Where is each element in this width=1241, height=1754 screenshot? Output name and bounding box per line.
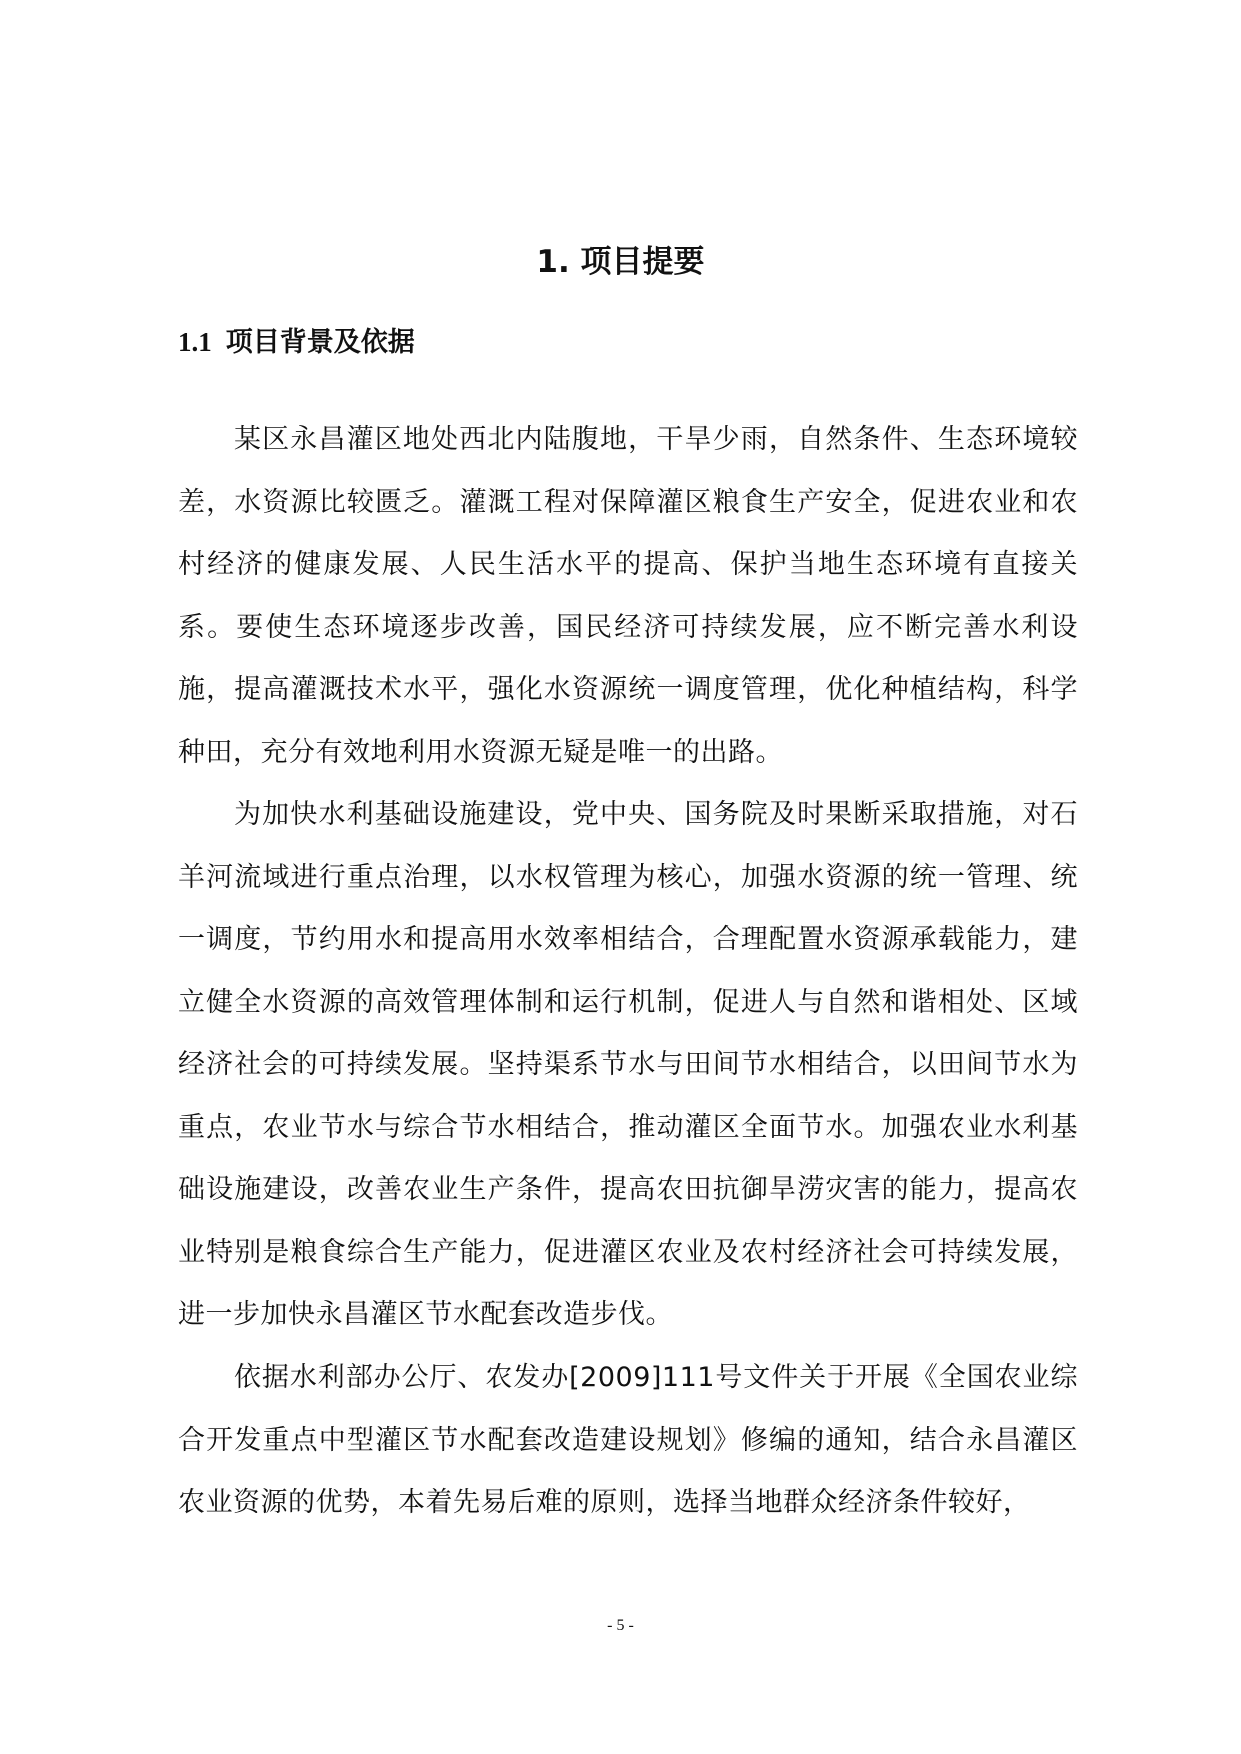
page-number: - 5 - [607,1617,634,1634]
chapter-title: 1. 项目提要 [536,244,705,280]
body-paragraph: 为加快水利基础设施建设，党中央、国务院及时果断采取措施，对石羊河流域进行重点治理，以水权管理为核心，加强水资源的统一管理、统一调度，节约用水和提高用水效率相结合，合理配置水资源承载能力，建立健全水资源的高效管理体制和运行机制，促进人与自然和谐相处、区域经济社会的可持续发展。坚持渠系节水与田间节水相结合，以田间节水为重点，农业节水与综合节水相结合，推动灌区全面节水。加强农业水利基础设施建设，改善农业生产条件，提高农田抗御旱涝灾害的能力，提高农业特别是粮食综合生产能力，促进灌区农业及农村经济社会可持续发展，进一步加快永昌灌区节水配套改造步伐。 [178,799,1078,1330]
body-paragraph: 依据水利部办公厅、农发办[2009]111号文件关于开展《全国农业综合开发重点中型灌区节水配套改造建设规划》修编的通知，结合永昌灌区农业资源的优势，本着先易后难的原则，选择当地群众经济条件较好， [178,1362,1078,1518]
section-title: 项目背景及依据 [225,327,415,358]
section-heading [178,324,415,361]
section-number: 1.1 [178,327,212,357]
body-paragraph: 某区永昌灌区地处西北内陆腹地，干旱少雨，自然条件、生态环境较差，水资源比较匮乏。灌溉工程对保障灌区粮食生产安全，促进农业和农村经济的健康发展、人民生活水平的提高、保护当地生态环境有直接关系。要使生态环境逐步改善，国民经济可持续发展，应不断完善水利设施，提高灌溉技术水平，强化水资源统一调度管理，优化种植结构，科学种田，充分有效地利用水资源无疑是唯一的出路。 [178,424,1078,768]
